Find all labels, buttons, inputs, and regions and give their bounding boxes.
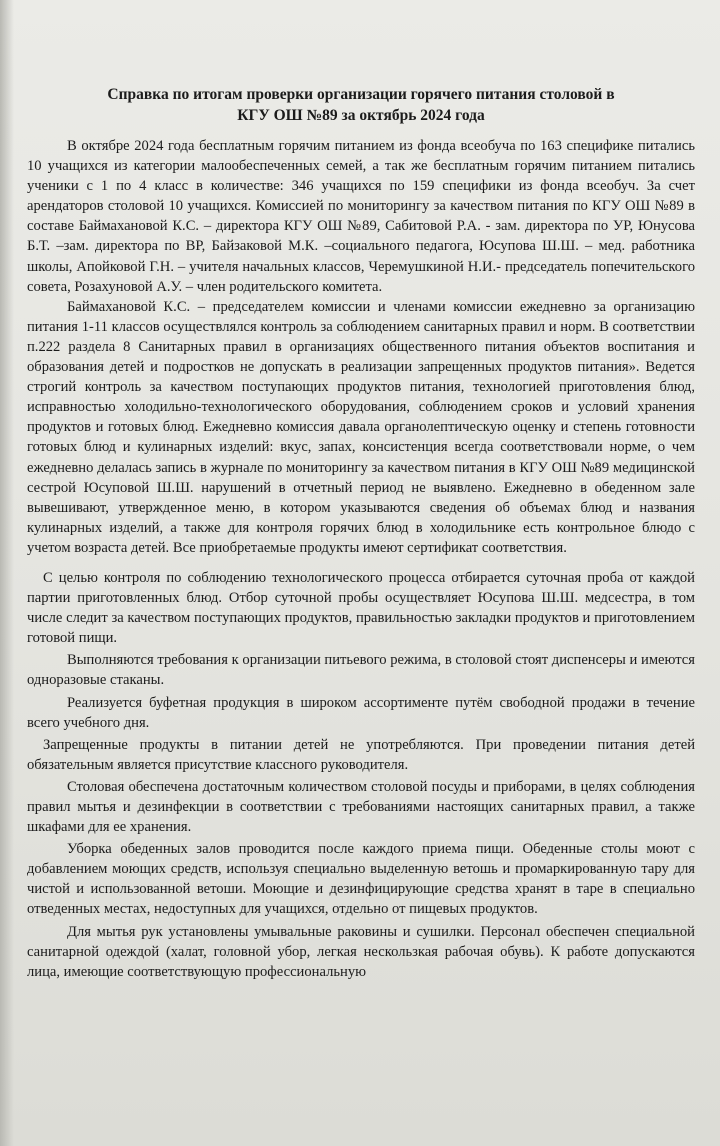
page-edge-shadow [0,0,14,1146]
document-title [27,84,695,126]
paragraph-1: В октябре 2024 года бесплатным горячим питанием из фонда всеобуча по 163 специфике питались 10 учащихся из категории малообеспеченных семей, а так же бесплатным горячим питанием питались ученики с 1 по 4 класс в количестве: 346 учащихся по 159 специфики из фонда всеобуч. За счет арендаторов столовой 10 учащихся. Комиссией по мониторингу за качеством питания по КГУ ОШ №89 в составе Баймахановой К.С. – директора КГУ ОШ №89, Сабитовой Р.А. - зам. директора по УР, Юнусова Б.Т. –зам. директора по ВР, Байзаковой М.К. –социального педагога, Юсупова Ш.Ш. – мед. работника школы, Апойковой Г.Н. – учителя начальных классов, Черемушкиной Н.И.- председатель попечительского совета, Розахуновой А.У. – член родительского комитета. [27,138,695,295]
paragraph-8: Уборка обеденных залов проводится после каждого приема пищи. Обеденные столы моют с добавлением моющих средств, используя специально выделенную ветошь и промаркированную тару для чистой и использованной ветоши. Моющие и дезинфицирующие средства хранят в таре в специально отведенных местах, недоступных для учащихся, отдельно от пищевых продуктов. [27,841,695,918]
paragraph-9: Для мытья рук установлены умывальные раковины и сушилки. Персонал обеспечен специальной санитарной одеждой (халат, головной убор, легкая нескользкая рабочая обувь). К работе допускаются лица, имеющие соответствующую профессиональную [27,923,695,980]
paragraph-5: Реализуется буфетная продукция в широком ассортименте путём свободной продажи в течение всего учебного дня. [27,694,695,731]
title-line-2: КГУ ОШ №89 за октябрь 2024 года [237,107,485,124]
paragraph-3: С целью контроля по соблюдению технологического процесса отбирается суточная проба от каждой партии приготовленных блюд. Отбор суточной пробы осуществляет Юсупова Ш.Ш. медсестра, в том числе следит за качеством поступающих продуктов, правильностью закладки продуктов и приготовлением готовой пищи. [27,569,695,647]
paragraph-2: Баймахановой К.С. – председателем комиссии и членами комиссии ежедневно за организацию питания 1-11 классов осуществлялся контроль за соблюдением санитарных правил и норм. В соответствии п.222 раздела 8 Санитарных правил в организациях общественного питания объектов воспитания и образования детей и подростков не допускать в реализации запрещенных продуктов питания». Ведется строгий контроль за качеством поступающих продуктов питания, технологией приготовления блюд, исправностью холодильно-технологического оборудования, соблюдением сроков и условий хранения продуктов и готовых блюд. Ежедневно комиссия давала органолептическую оценку и степень готовности готовых блюд и кулинарных изделий: вкус, запах, консистенция всегда соответствовали норме, о чем ежедневно делалась запись в журнале по мониторингу за качеством питания в КГУ ОШ №89 медицинской сестрой Юсуповой Ш.Ш. нарушений в отчетный период не выявлено. Ежедневно в обеденном зале вывешивают, утвержденное меню, в котором указываются сведения об объемах блюд и названия кулинарных изделий, а также для контроля горячих блюд в холодильнике есть контрольное блюдо с учетом возраста детей. Все приобретаемые продукты имеют сертификат соответствия. [27,298,695,556]
paragraph-6: Запрещенные продукты в питании детей не употребляются. При проведении питания детей обязательным является присутствие классного руководителя. [27,736,695,773]
paragraph-4: Выполняются требования к организации питьевого режима, в столовой стоят диспенсеры и имеются одноразовые стаканы. [27,652,695,689]
title-line-1: Справка по итогам проверки организации горячего питания столовой в [107,86,615,103]
document-body [27,84,695,982]
paragraph-7: Столовая обеспечена достаточным количеством столовой посуды и приборами, в целях соблюдения правил мытья и дезинфекции в соответствии с требованиями настоящих санитарных правил, а также шкафами для ее хранения. [27,778,695,836]
